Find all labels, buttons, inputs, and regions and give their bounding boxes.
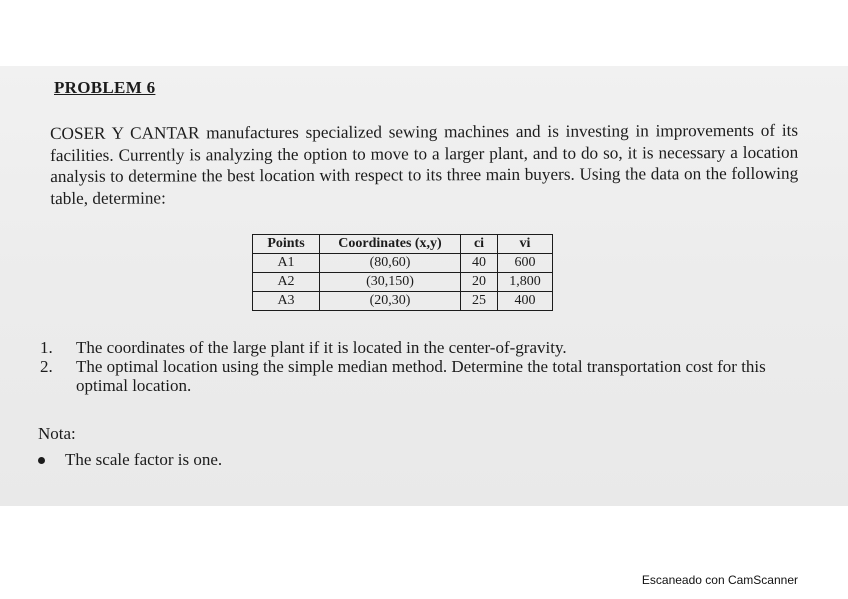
table-row (253, 254, 553, 273)
cell-point: A1 (253, 254, 320, 273)
question-list (40, 338, 790, 395)
question-text: The coordinates of the large plant if it is located in the center-of-gravity. (76, 338, 567, 357)
bullet-icon (38, 457, 45, 464)
header-points: Points (253, 235, 320, 254)
question-item (40, 338, 790, 357)
note-item (38, 450, 222, 470)
cell-vi: 600 (498, 254, 553, 273)
table-row (253, 292, 553, 311)
scanner-watermark: Escaneado con CamScanner (641, 573, 798, 587)
problem-intro: COSER Y CANTAR manufactures specialized sewing machines and is investing in improvements of its facilities. Currently is analyzing the option to move to a larger plant, and to do so, it is necessary a location analysis to determine the best location with respect to its three main buyers. Using the data on the following table, determine: (50, 120, 799, 208)
question-number: 1. (40, 338, 53, 357)
data-table (252, 234, 553, 311)
cell-coordinates: (80,60) (320, 254, 461, 273)
cell-point: A3 (253, 292, 320, 311)
cell-point: A2 (253, 273, 320, 292)
cell-coordinates: (30,150) (320, 273, 461, 292)
cell-ci: 20 (461, 273, 498, 292)
header-vi: vi (498, 235, 553, 254)
question-number: 2. (40, 357, 53, 376)
cell-coordinates: (20,30) (320, 292, 461, 311)
header-coordinates: Coordinates (x,y) (320, 235, 461, 254)
table-header-row (253, 235, 553, 254)
cell-vi: 1,800 (498, 273, 553, 292)
header-ci: ci (461, 235, 498, 254)
table-row (253, 273, 553, 292)
problem-heading: PROBLEM 6 (54, 78, 156, 97)
note-label: Nota: (38, 424, 76, 443)
note-item-text: The scale factor is one. (65, 450, 223, 469)
cell-ci: 25 (461, 292, 498, 311)
cell-vi: 400 (498, 292, 553, 311)
question-text: The optimal location using the simple median method. Determine the total transportation cost for this optimal location. (76, 357, 766, 395)
question-item (40, 357, 790, 395)
cell-ci: 40 (461, 254, 498, 273)
